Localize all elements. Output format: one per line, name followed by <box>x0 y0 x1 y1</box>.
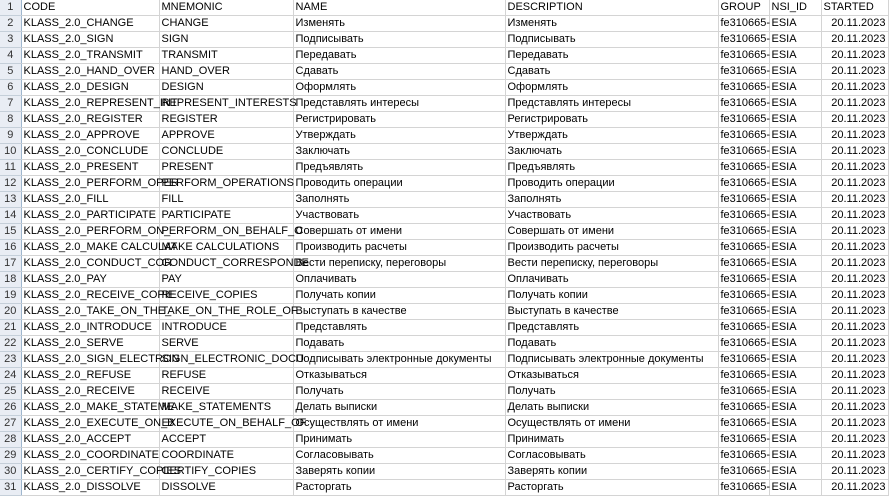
cell-description[interactable]: Осуществлять от имени <box>505 416 718 432</box>
cell-code[interactable]: KLASS_2.0_HAND_OVER <box>21 64 159 80</box>
cell-mnemonic[interactable]: DISSOLVE <box>159 480 293 496</box>
cell-nsi-id[interactable]: ESIA <box>769 432 821 448</box>
cell-mnemonic[interactable]: REPRESENT_INTERESTS <box>159 96 293 112</box>
header-row <box>0 0 888 16</box>
cell-started[interactable]: 20.11.2023 <box>821 352 888 368</box>
cell-description[interactable]: Утверждать <box>505 128 718 144</box>
cell-group[interactable]: fe310665- <box>718 384 769 400</box>
table-row <box>0 192 888 208</box>
cell-mnemonic[interactable]: CERTIFY_COPIES <box>159 464 293 480</box>
cell-nsi-id[interactable]: ESIA <box>769 480 821 496</box>
cell-nsi-id[interactable]: ESIA <box>769 128 821 144</box>
cell-description[interactable]: Подавать <box>505 336 718 352</box>
cell-nsi-id[interactable]: ESIA <box>769 352 821 368</box>
row-number[interactable]: 7 <box>0 96 21 112</box>
cell-code[interactable]: KLASS_2.0_EXECUTE_ON_B <box>21 416 159 432</box>
row-number[interactable]: 26 <box>0 400 21 416</box>
cell-mnemonic[interactable]: MAKE_STATEMENTS <box>159 400 293 416</box>
cell-nsi-id[interactable]: ESIA <box>769 400 821 416</box>
cell-code[interactable]: KLASS_2.0_PERFORM_OPER <box>21 176 159 192</box>
table-row <box>0 48 888 64</box>
cell-started[interactable]: 20.11.2023 <box>821 16 888 32</box>
cell-started[interactable]: 20.11.2023 <box>821 144 888 160</box>
cell-group[interactable]: fe310665- <box>718 256 769 272</box>
cell-group[interactable]: fe310665- <box>718 32 769 48</box>
row-number[interactable]: 14 <box>0 208 21 224</box>
cell-code[interactable]: KLASS_2.0_REFUSE <box>21 368 159 384</box>
table-row <box>0 400 888 416</box>
cell-group[interactable]: fe310665- <box>718 336 769 352</box>
cell-nsi-id[interactable]: ESIA <box>769 272 821 288</box>
cell-code[interactable]: KLASS_2.0_CONDUCT_COR <box>21 256 159 272</box>
table-row <box>0 368 888 384</box>
cell-nsi-id[interactable]: ESIA <box>769 64 821 80</box>
cell-code[interactable]: KLASS_2.0_RECEIVE <box>21 384 159 400</box>
cell-started[interactable]: 20.11.2023 <box>821 128 888 144</box>
table-row <box>0 16 888 32</box>
cell-group[interactable]: fe310665- <box>718 48 769 64</box>
row-number[interactable]: 28 <box>0 432 21 448</box>
cell-description[interactable]: Оплачивать <box>505 272 718 288</box>
row-number[interactable]: 12 <box>0 176 21 192</box>
row-number[interactable]: 27 <box>0 416 21 432</box>
cell-code[interactable]: KLASS_2.0_TRANSMIT <box>21 48 159 64</box>
cell-mnemonic[interactable]: SIGN <box>159 32 293 48</box>
table-row <box>0 432 888 448</box>
cell-started[interactable]: 20.11.2023 <box>821 272 888 288</box>
cell-mnemonic[interactable]: COORDINATE <box>159 448 293 464</box>
cell-started[interactable]: 20.11.2023 <box>821 304 888 320</box>
cell-name[interactable]: Проводить операции <box>293 176 505 192</box>
cell-description[interactable]: Делать выписки <box>505 400 718 416</box>
table-row <box>0 96 888 112</box>
cell-nsi-id[interactable]: ESIA <box>769 304 821 320</box>
row-number[interactable]: 19 <box>0 288 21 304</box>
table-row <box>0 480 888 496</box>
row-number[interactable]: 17 <box>0 256 21 272</box>
row-number[interactable]: 25 <box>0 384 21 400</box>
cell-nsi-id[interactable]: ESIA <box>769 240 821 256</box>
cell-description[interactable]: Передавать <box>505 48 718 64</box>
row-number[interactable]: 5 <box>0 64 21 80</box>
table-row <box>0 320 888 336</box>
cell-code[interactable]: KLASS_2.0_SIGN_ELECTRON <box>21 352 159 368</box>
cell-group[interactable]: fe310665- <box>718 288 769 304</box>
cell-name[interactable]: Совершать от имени <box>293 224 505 240</box>
cell-started[interactable]: 20.11.2023 <box>821 176 888 192</box>
cell-started[interactable]: 20.11.2023 <box>821 96 888 112</box>
row-number[interactable]: 18 <box>0 272 21 288</box>
cell-nsi-id[interactable]: ESIA <box>769 96 821 112</box>
cell-name[interactable]: Передавать <box>293 48 505 64</box>
row-number[interactable]: 6 <box>0 80 21 96</box>
cell-description[interactable]: Получать копии <box>505 288 718 304</box>
cell-code[interactable]: KLASS_2.0_SERVE <box>21 336 159 352</box>
cell-mnemonic[interactable]: PRESENT <box>159 160 293 176</box>
table-row <box>0 32 888 48</box>
cell-description[interactable]: Проводить операции <box>505 176 718 192</box>
table-row <box>0 336 888 352</box>
cell-group[interactable]: fe310665- <box>718 352 769 368</box>
row-number[interactable]: 13 <box>0 192 21 208</box>
cell-mnemonic[interactable]: DESIGN <box>159 80 293 96</box>
row-number[interactable]: 9 <box>0 128 21 144</box>
cell-code[interactable]: KLASS_2.0_REPRESENT_INT <box>21 96 159 112</box>
cell-name[interactable]: Оплачивать <box>293 272 505 288</box>
cell-nsi-id[interactable]: ESIA <box>769 288 821 304</box>
cell-group[interactable]: fe310665- <box>718 320 769 336</box>
row-number[interactable]: 31 <box>0 480 21 496</box>
table-row <box>0 352 888 368</box>
cell-description[interactable]: Отказываться <box>505 368 718 384</box>
cell-code[interactable]: KLASS_2.0_FILL <box>21 192 159 208</box>
cell-name[interactable]: Оформлять <box>293 80 505 96</box>
cell-nsi-id[interactable]: ESIA <box>769 368 821 384</box>
cell-description[interactable]: Заключать <box>505 144 718 160</box>
cell-description[interactable]: Представлять интересы <box>505 96 718 112</box>
cell-description[interactable]: Производить расчеты <box>505 240 718 256</box>
table-row <box>0 464 888 480</box>
cell-group[interactable]: fe310665- <box>718 224 769 240</box>
cell-started[interactable]: 20.11.2023 <box>821 112 888 128</box>
cell-code[interactable]: KLASS_2.0_CERTIFY_COPIES <box>21 464 159 480</box>
cell-description[interactable]: Представлять <box>505 320 718 336</box>
cell-group[interactable]: fe310665- <box>718 192 769 208</box>
cell-started[interactable]: 20.11.2023 <box>821 368 888 384</box>
cell-group[interactable]: fe310665- <box>718 272 769 288</box>
cell-started[interactable]: 20.11.2023 <box>821 336 888 352</box>
row-number[interactable]: 20 <box>0 304 21 320</box>
table-row <box>0 112 888 128</box>
row-number[interactable]: 29 <box>0 448 21 464</box>
cell-name[interactable]: Представлять интересы <box>293 96 505 112</box>
cell-name[interactable]: Заключать <box>293 144 505 160</box>
header-cell-mnemonic[interactable]: MNEMONIC <box>159 0 293 16</box>
cell-started[interactable]: 20.11.2023 <box>821 400 888 416</box>
cell-description[interactable]: Подписывать электронные документы <box>505 352 718 368</box>
cell-mnemonic[interactable]: SIGN_ELECTRONIC_DOCU <box>159 352 293 368</box>
cell-name[interactable]: Получать копии <box>293 288 505 304</box>
cell-name[interactable]: Расторгать <box>293 480 505 496</box>
cell-nsi-id[interactable]: ESIA <box>769 160 821 176</box>
cell-started[interactable]: 20.11.2023 <box>821 240 888 256</box>
cell-started[interactable]: 20.11.2023 <box>821 320 888 336</box>
row-number[interactable]: 4 <box>0 48 21 64</box>
table-row <box>0 288 888 304</box>
row-number[interactable]: 16 <box>0 240 21 256</box>
row-number[interactable]: 23 <box>0 352 21 368</box>
table-row <box>0 272 888 288</box>
cell-nsi-id[interactable]: ESIA <box>769 448 821 464</box>
cell-description[interactable]: Совершать от имени <box>505 224 718 240</box>
cell-started[interactable]: 20.11.2023 <box>821 160 888 176</box>
cell-group[interactable]: fe310665- <box>718 480 769 496</box>
cell-description[interactable]: Предъявлять <box>505 160 718 176</box>
cell-description[interactable]: Сдавать <box>505 64 718 80</box>
row-number[interactable]: 8 <box>0 112 21 128</box>
cell-name[interactable]: Сдавать <box>293 64 505 80</box>
cell-code[interactable]: KLASS_2.0_PERFORM_ON_ <box>21 224 159 240</box>
cell-code[interactable]: KLASS_2.0_PRESENT <box>21 160 159 176</box>
cell-nsi-id[interactable]: ESIA <box>769 80 821 96</box>
cell-code[interactable]: KLASS_2.0_REGISTER <box>21 112 159 128</box>
cell-mnemonic[interactable]: INTRODUCE <box>159 320 293 336</box>
cell-name[interactable]: Делать выписки <box>293 400 505 416</box>
cell-nsi-id[interactable]: ESIA <box>769 176 821 192</box>
cell-nsi-id[interactable]: ESIA <box>769 320 821 336</box>
header-cell-code[interactable]: CODE <box>21 0 159 16</box>
table-row <box>0 224 888 240</box>
cell-started[interactable]: 20.11.2023 <box>821 480 888 496</box>
cell-code[interactable]: KLASS_2.0_COORDINATE <box>21 448 159 464</box>
cell-group[interactable]: fe310665- <box>718 128 769 144</box>
cell-name[interactable]: Отказываться <box>293 368 505 384</box>
cell-description[interactable]: Подписывать <box>505 32 718 48</box>
cell-description[interactable]: Получать <box>505 384 718 400</box>
cell-code[interactable]: KLASS_2.0_SIGN <box>21 32 159 48</box>
cell-code[interactable]: KLASS_2.0_CHANGE <box>21 16 159 32</box>
table-row <box>0 128 888 144</box>
cell-mnemonic[interactable]: REFUSE <box>159 368 293 384</box>
cell-started[interactable]: 20.11.2023 <box>821 48 888 64</box>
table-row <box>0 208 888 224</box>
cell-nsi-id[interactable]: ESIA <box>769 384 821 400</box>
cell-description[interactable]: Заверять копии <box>505 464 718 480</box>
cell-mnemonic[interactable]: REGISTER <box>159 112 293 128</box>
cell-mnemonic[interactable]: SERVE <box>159 336 293 352</box>
cell-mnemonic[interactable]: MAKE CALCULATIONS <box>159 240 293 256</box>
cell-code[interactable]: KLASS_2.0_MAKE_STATEME <box>21 400 159 416</box>
header-cell-started[interactable]: STARTED <box>821 0 888 16</box>
cell-name[interactable]: Подписывать <box>293 32 505 48</box>
cell-nsi-id[interactable]: ESIA <box>769 144 821 160</box>
cell-group[interactable]: fe310665- <box>718 112 769 128</box>
cell-description[interactable]: Вести переписку, переговоры <box>505 256 718 272</box>
cell-name[interactable]: Предъявлять <box>293 160 505 176</box>
cell-nsi-id[interactable]: ESIA <box>769 32 821 48</box>
cell-code[interactable]: KLASS_2.0_CONCLUDE <box>21 144 159 160</box>
cell-mnemonic[interactable]: PERFORM_OPERATIONS <box>159 176 293 192</box>
cell-group[interactable]: fe310665- <box>718 304 769 320</box>
cell-name[interactable]: Подписывать электронные документы <box>293 352 505 368</box>
cell-code[interactable]: KLASS_2.0_ACCEPT <box>21 432 159 448</box>
cell-mnemonic[interactable]: TAKE_ON_THE_ROLE_OF <box>159 304 293 320</box>
cell-nsi-id[interactable]: ESIA <box>769 336 821 352</box>
table-row <box>0 384 888 400</box>
cell-started[interactable]: 20.11.2023 <box>821 192 888 208</box>
cell-group[interactable]: fe310665- <box>718 16 769 32</box>
cell-description[interactable]: Согласовывать <box>505 448 718 464</box>
cell-started[interactable]: 20.11.2023 <box>821 432 888 448</box>
cell-code[interactable]: KLASS_2.0_DISSOLVE <box>21 480 159 496</box>
cell-started[interactable]: 20.11.2023 <box>821 80 888 96</box>
cell-nsi-id[interactable]: ESIA <box>769 208 821 224</box>
cell-started[interactable]: 20.11.2023 <box>821 32 888 48</box>
cell-group[interactable]: fe310665- <box>718 160 769 176</box>
row-number[interactable]: 15 <box>0 224 21 240</box>
cell-group[interactable]: fe310665- <box>718 432 769 448</box>
cell-group[interactable]: fe310665- <box>718 416 769 432</box>
row-number[interactable]: 24 <box>0 368 21 384</box>
cell-group[interactable]: fe310665- <box>718 80 769 96</box>
cell-started[interactable]: 20.11.2023 <box>821 288 888 304</box>
cell-mnemonic[interactable]: CONDUCT_CORRESPONDE <box>159 256 293 272</box>
table-row <box>0 176 888 192</box>
row-number[interactable]: 30 <box>0 464 21 480</box>
cell-mnemonic[interactable]: RECEIVE <box>159 384 293 400</box>
header-cell-description[interactable]: DESCRIPTION <box>505 0 718 16</box>
table-row <box>0 448 888 464</box>
cell-nsi-id[interactable]: ESIA <box>769 224 821 240</box>
table-row <box>0 304 888 320</box>
cell-name[interactable]: Участвовать <box>293 208 505 224</box>
cell-mnemonic[interactable]: PERFORM_ON_BEHALF_O <box>159 224 293 240</box>
cell-group[interactable]: fe310665- <box>718 368 769 384</box>
row-number[interactable]: 22 <box>0 336 21 352</box>
cell-name[interactable]: Вести переписку, переговоры <box>293 256 505 272</box>
cell-description[interactable]: Принимать <box>505 432 718 448</box>
cell-name[interactable]: Заверять копии <box>293 464 505 480</box>
cell-name[interactable]: Осуществлять от имени <box>293 416 505 432</box>
cell-description[interactable]: Регистрировать <box>505 112 718 128</box>
cell-nsi-id[interactable]: ESIA <box>769 16 821 32</box>
cell-mnemonic[interactable]: EXECUTE_ON_BEHALF_OF <box>159 416 293 432</box>
table-row <box>0 240 888 256</box>
cell-mnemonic[interactable]: APPROVE <box>159 128 293 144</box>
cell-mnemonic[interactable]: RECEIVE_COPIES <box>159 288 293 304</box>
row-number[interactable]: 3 <box>0 32 21 48</box>
cell-group[interactable]: fe310665- <box>718 464 769 480</box>
header-cell-nsi-id[interactable]: NSI_ID <box>769 0 821 16</box>
cell-code[interactable]: KLASS_2.0_PAY <box>21 272 159 288</box>
cell-nsi-id[interactable]: ESIA <box>769 416 821 432</box>
cell-name[interactable]: Регистрировать <box>293 112 505 128</box>
cell-code[interactable]: KLASS_2.0_DESIGN <box>21 80 159 96</box>
cell-nsi-id[interactable]: ESIA <box>769 464 821 480</box>
cell-nsi-id[interactable]: ESIA <box>769 256 821 272</box>
cell-started[interactable]: 20.11.2023 <box>821 256 888 272</box>
cell-name[interactable]: Производить расчеты <box>293 240 505 256</box>
cell-mnemonic[interactable]: HAND_OVER <box>159 64 293 80</box>
cell-name[interactable]: Получать <box>293 384 505 400</box>
cell-description[interactable]: Выступать в качестве <box>505 304 718 320</box>
row-number[interactable]: 21 <box>0 320 21 336</box>
table-row <box>0 416 888 432</box>
cell-description[interactable]: Расторгать <box>505 480 718 496</box>
cell-mnemonic[interactable]: ACCEPT <box>159 432 293 448</box>
cell-mnemonic[interactable]: CHANGE <box>159 16 293 32</box>
row-number[interactable]: 10 <box>0 144 21 160</box>
cell-name[interactable]: Принимать <box>293 432 505 448</box>
header-cell-name[interactable]: NAME <box>293 0 505 16</box>
row-number[interactable]: 11 <box>0 160 21 176</box>
cell-code[interactable]: KLASS_2.0_INTRODUCE <box>21 320 159 336</box>
cell-mnemonic[interactable]: FILL <box>159 192 293 208</box>
table-row <box>0 160 888 176</box>
cell-description[interactable]: Оформлять <box>505 80 718 96</box>
cell-group[interactable]: fe310665- <box>718 240 769 256</box>
cell-started[interactable]: 20.11.2023 <box>821 64 888 80</box>
cell-group[interactable]: fe310665- <box>718 144 769 160</box>
cell-name[interactable]: Заполнять <box>293 192 505 208</box>
row-number[interactable]: 2 <box>0 16 21 32</box>
cell-nsi-id[interactable]: ESIA <box>769 48 821 64</box>
cell-code[interactable]: KLASS_2.0_APPROVE <box>21 128 159 144</box>
cell-mnemonic[interactable]: PARTICIPATE <box>159 208 293 224</box>
cell-code[interactable]: KLASS_2.0_RECEIVE_COPIE <box>21 288 159 304</box>
cell-group[interactable]: fe310665- <box>718 176 769 192</box>
cell-name[interactable]: Изменять <box>293 16 505 32</box>
cell-mnemonic[interactable]: TRANSMIT <box>159 48 293 64</box>
cell-group[interactable]: fe310665- <box>718 208 769 224</box>
cell-started[interactable]: 20.11.2023 <box>821 208 888 224</box>
cell-started[interactable]: 20.11.2023 <box>821 384 888 400</box>
cell-group[interactable]: fe310665- <box>718 64 769 80</box>
cell-code[interactable]: KLASS_2.0_PARTICIPATE <box>21 208 159 224</box>
cell-description[interactable]: Заполнять <box>505 192 718 208</box>
table-row <box>0 144 888 160</box>
cell-mnemonic[interactable]: PAY <box>159 272 293 288</box>
cell-nsi-id[interactable]: ESIA <box>769 112 821 128</box>
cell-description[interactable]: Участвовать <box>505 208 718 224</box>
cell-code[interactable]: KLASS_2.0_TAKE_ON_THE_ <box>21 304 159 320</box>
cell-name[interactable]: Согласовывать <box>293 448 505 464</box>
table-row <box>0 64 888 80</box>
cell-started[interactable]: 20.11.2023 <box>821 224 888 240</box>
cell-mnemonic[interactable]: CONCLUDE <box>159 144 293 160</box>
cell-code[interactable]: KLASS_2.0_MAKE CALCULAT <box>21 240 159 256</box>
cell-name[interactable]: Представлять <box>293 320 505 336</box>
cell-name[interactable]: Выступать в качестве <box>293 304 505 320</box>
cell-group[interactable]: fe310665- <box>718 448 769 464</box>
cell-group[interactable]: fe310665- <box>718 96 769 112</box>
cell-nsi-id[interactable]: ESIA <box>769 192 821 208</box>
table-row <box>0 80 888 96</box>
cell-name[interactable]: Утверждать <box>293 128 505 144</box>
cell-started[interactable]: 20.11.2023 <box>821 416 888 432</box>
cell-name[interactable]: Подавать <box>293 336 505 352</box>
cell-started[interactable]: 20.11.2023 <box>821 448 888 464</box>
cell-started[interactable]: 20.11.2023 <box>821 464 888 480</box>
row-number[interactable]: 1 <box>0 0 21 16</box>
cell-description[interactable]: Изменять <box>505 16 718 32</box>
table-row <box>0 256 888 272</box>
header-cell-group[interactable]: GROUP <box>718 0 769 16</box>
cell-group[interactable]: fe310665- <box>718 400 769 416</box>
